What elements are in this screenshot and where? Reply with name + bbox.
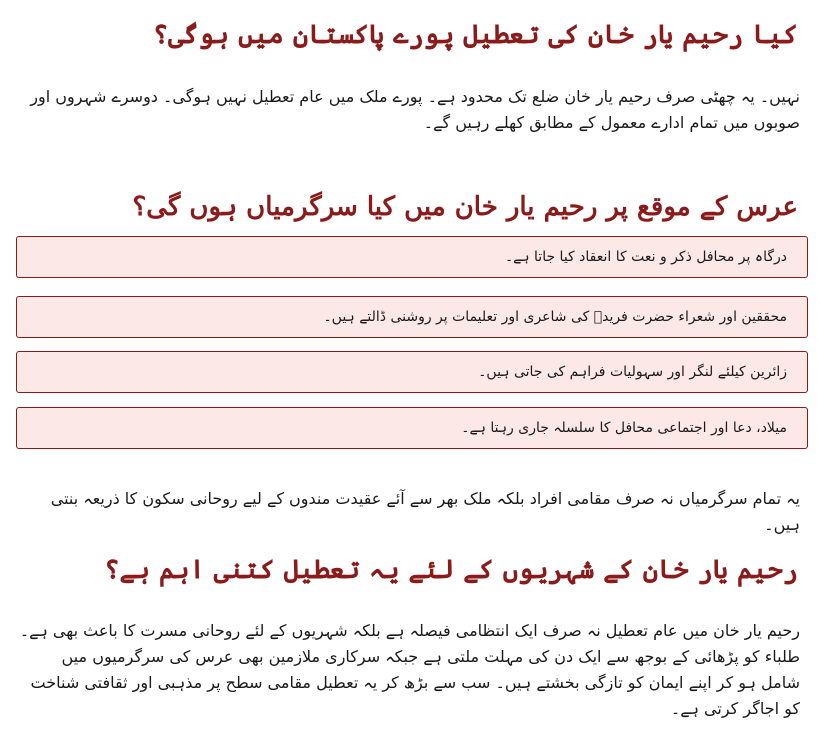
section-heading-nationwide-holiday: کیا رحیم یار خان کی تعطیل پورے پاکستان میں ہوگی؟ xyxy=(152,20,798,50)
activity-item-text: زائرین کیلئے لنگر اور سہولیات فراہم کی جاتی ہیں۔ xyxy=(478,364,787,380)
section-paragraph-nationwide-holiday: نہیں۔ یہ چھٹی صرف رحیم یار خان ضلع تک محدود ہے۔ پورے ملک میں عام تعطیل نہیں ہوگی۔ دوسرے شہروں اور صوبوں میں تمام ادارے معمول کے مطابق کھلے رہیں گے۔ xyxy=(30,87,800,132)
activity-item-text: میلاد، دعا اور اجتماعی محافل کا سلسلہ جاری رہتا ہے۔ xyxy=(461,420,787,436)
activity-item-text: محققین اور شعراء حضرت فریدؒ کی شاعری اور تعلیمات پر روشنی ڈالتے ہیں۔ xyxy=(323,309,787,325)
activity-item xyxy=(16,236,808,278)
activity-item xyxy=(16,351,808,393)
section-closing-urs-activities: یہ تمام سرگرمیاں نہ صرف مقامی افراد بلکہ ملک بھر سے آئے عقیدت مندوں کے لیے روحانی سکون کا ذریعہ بنتی ہیں۔ xyxy=(50,489,800,534)
activity-item xyxy=(16,296,808,338)
activity-item-text: درگاہ پر محافل ذکر و نعت کا انعقاد کیا جاتا ہے۔ xyxy=(504,249,787,265)
section-heading-urs-activities: عرس کے موقع پر رحیم یار خان میں کیا سرگرمیاں ہوں گی؟ xyxy=(132,192,798,222)
section-heading-importance-for-citizens: رحیم یار خان کے شہریوں کے لئے یہ تعطیل کتنی اہم ہے؟ xyxy=(104,555,798,585)
section-paragraph-importance-for-citizens: رحیم یار خان میں عام تعطیل نہ صرف ایک انتظامی فیصلہ ہے بلکہ شہریوں کے لئے روحانی مسرت کا باعث بھی ہے۔ طلباء کو پڑھائی کے بوجھ سے ایک دن کی مہلت ملتی ہے جبکہ سرکاری ملازمین بھی عرس کی سرگرمیوں میں شامل ہو کر اپنے ایمان کو تازگی بخشتے ہیں۔ سب سے بڑھ کر یہ تعطیل مقامی سطح پر مذہبی اور ثقافتی شناخت کو اجاگر کرتی ہے۔ xyxy=(19,621,800,718)
activity-item xyxy=(16,407,808,449)
